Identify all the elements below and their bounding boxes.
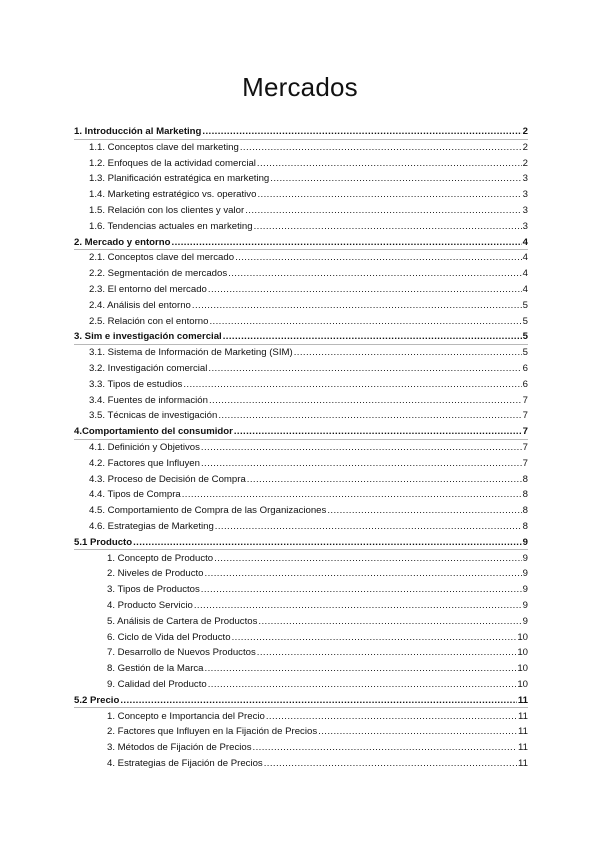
toc-page-number: 5 xyxy=(522,315,528,327)
toc-page-number: 5 xyxy=(522,347,528,359)
toc-entry-label: 3.4. Fuentes de información xyxy=(89,394,208,406)
toc-page-number: 3 xyxy=(522,189,528,201)
toc-dot-leader xyxy=(257,647,517,658)
toc-dot-leader xyxy=(209,395,522,406)
toc-entry-label: 4.4. Tipos de Compra xyxy=(89,489,181,501)
toc-subsection-entry[interactable] xyxy=(89,363,528,374)
toc-entry-label: 4.2. Factores que Influyen xyxy=(89,457,200,469)
toc-page-number: 6 xyxy=(522,363,528,374)
toc-section-entry[interactable] xyxy=(74,426,528,437)
toc-dot-leader xyxy=(209,316,521,327)
toc-subsection-entry[interactable] xyxy=(89,252,528,263)
toc-entry-label: 2.1. Conceptos clave del mercado xyxy=(89,252,235,264)
toc-dot-leader xyxy=(294,347,522,358)
toc-entry-label: 2. Mercado y entorno xyxy=(74,236,171,248)
toc-entry-label: 3.3. Tipos de estudios xyxy=(89,378,183,390)
toc-dot-leader xyxy=(208,679,517,690)
toc-entry-label: 3.5. Técnicas de investigación xyxy=(89,410,218,422)
toc-page-number: 4 xyxy=(522,268,528,280)
toc-dot-leader xyxy=(120,695,517,706)
toc-dot-leader xyxy=(254,221,522,232)
toc-subsection-entry[interactable] xyxy=(89,142,528,153)
toc-page-number: 4 xyxy=(522,236,528,248)
toc-page-number: 7 xyxy=(522,426,528,438)
toc-page-number: 11 xyxy=(518,710,528,722)
toc-subsection-entry[interactable] xyxy=(107,647,528,658)
toc-section-entry[interactable] xyxy=(74,537,528,548)
toc-page-number: 7 xyxy=(522,442,528,453)
toc-subsection-entry[interactable] xyxy=(89,173,528,184)
toc-dot-leader xyxy=(202,126,521,137)
toc-dot-leader xyxy=(234,426,522,437)
toc-entry-label: 4.3. Proceso de Decisión de Compra xyxy=(89,473,246,485)
toc-dot-leader xyxy=(240,142,522,153)
toc-dot-leader xyxy=(235,252,522,263)
toc-entry-label: 7. Desarrollo de Nuevos Productos xyxy=(107,647,256,659)
toc-dot-leader xyxy=(223,331,522,342)
toc-dot-leader xyxy=(266,711,517,722)
toc-entry-label: 1.6. Tendencias actuales en marketing xyxy=(89,220,253,232)
toc-subsection-entry[interactable] xyxy=(89,268,528,279)
toc-subsection-entry[interactable] xyxy=(89,221,528,232)
toc-page-number: 3 xyxy=(522,173,528,185)
toc-page-number: 5 xyxy=(522,299,528,311)
toc-entry-label: 4.6. Estrategias de Marketing xyxy=(89,521,214,532)
toc-section-entry[interactable] xyxy=(74,331,528,342)
toc-entry-label: 1. Concepto de Producto xyxy=(107,552,214,564)
toc-dot-leader xyxy=(183,379,521,390)
toc-entry-label: 3. Métodos de Fijación de Precios xyxy=(107,742,252,754)
toc-section-entry[interactable] xyxy=(74,237,528,248)
toc-entry-label: 1. Introducción al Marketing xyxy=(74,126,202,137)
toc-entry-label: 2.4. Análisis del entorno xyxy=(89,299,191,311)
section-divider xyxy=(74,439,528,440)
toc-subsection-entry[interactable] xyxy=(89,316,528,327)
toc-page-number: 9 xyxy=(522,552,528,564)
toc-entry-label: 4.5. Comportamiento de Compra de las Organizaciones xyxy=(89,505,327,517)
toc-entry-label: 3.1. Sistema de Información de Marketing (SIM) xyxy=(89,347,293,359)
toc-page-number: 9 xyxy=(522,584,528,596)
toc-dot-leader xyxy=(205,568,522,579)
toc-page-number: 2 xyxy=(522,157,528,169)
toc-page-number: 8 xyxy=(522,505,528,517)
toc-dot-leader xyxy=(192,300,522,311)
toc-subsection-entry[interactable] xyxy=(89,458,528,469)
toc-dot-leader xyxy=(253,742,518,753)
toc-entry-label: 5. Análisis de Cartera de Productos xyxy=(107,615,258,627)
toc-page-number: 11 xyxy=(518,758,528,769)
toc-entry-label: 5.2 Precio xyxy=(74,694,120,706)
toc-subsection-entry[interactable] xyxy=(89,300,528,311)
toc-dot-leader xyxy=(247,474,522,485)
toc-page-number: 9 xyxy=(522,615,528,627)
toc-page-number: 7 xyxy=(522,457,528,469)
toc-subsection-entry[interactable] xyxy=(89,442,528,453)
toc-dot-leader xyxy=(215,521,522,532)
toc-dot-leader xyxy=(232,632,517,643)
toc-page-number: 3 xyxy=(522,220,528,232)
toc-section-entry[interactable] xyxy=(74,695,528,706)
toc-dot-leader xyxy=(258,616,521,627)
toc-entry-label: 5.1 Producto xyxy=(74,536,133,548)
toc-subsection-entry[interactable] xyxy=(89,205,528,216)
toc-page-number: 9 xyxy=(522,568,528,580)
section-divider xyxy=(74,249,528,250)
toc-subsection-entry[interactable] xyxy=(107,632,528,643)
toc-page-number: 8 xyxy=(522,521,528,532)
toc-dot-leader xyxy=(182,489,522,500)
toc-entry-label: 6. Ciclo de Vida del Producto xyxy=(107,631,231,643)
toc-page-number: 7 xyxy=(522,394,528,406)
toc-subsection-entry[interactable] xyxy=(107,553,528,564)
toc-dot-leader xyxy=(133,537,522,548)
toc-dot-leader xyxy=(264,758,517,769)
toc-entry-label: 3. Sim e investigación comercial xyxy=(74,331,222,343)
toc-subsection-entry[interactable] xyxy=(89,505,528,516)
toc-entry-label: 1.1. Conceptos clave del marketing xyxy=(89,141,239,153)
section-divider xyxy=(74,707,528,708)
toc-page-number: 10 xyxy=(517,663,528,675)
toc-subsection-entry[interactable] xyxy=(89,521,528,532)
toc-subsection-entry[interactable] xyxy=(89,410,528,421)
toc-entry-label: 2.3. El entorno del mercado xyxy=(89,284,207,295)
toc-dot-leader xyxy=(257,158,522,169)
toc-entry-label: 1.4. Marketing estratégico vs. operativo xyxy=(89,189,257,201)
toc-dot-leader xyxy=(208,363,521,374)
toc-entry-label: 2.2. Segmentación de mercados xyxy=(89,268,228,280)
toc-page-number: 9 xyxy=(522,600,528,611)
toc-subsection-entry[interactable] xyxy=(107,616,528,627)
toc-dot-leader xyxy=(201,584,522,595)
toc-subsection-entry[interactable] xyxy=(107,742,528,753)
toc-dot-leader xyxy=(257,189,521,200)
toc-page-number: 9 xyxy=(522,536,528,548)
toc-page-number: 6 xyxy=(522,378,528,390)
toc-page-number: 2 xyxy=(522,141,528,153)
toc-entry-label: 1.5. Relación con los clientes y valor xyxy=(89,205,245,216)
toc-dot-leader xyxy=(218,410,521,421)
toc-subsection-entry[interactable] xyxy=(89,379,528,390)
toc-entry-label: 2. Niveles de Producto xyxy=(107,568,204,580)
toc-entry-label: 4.1. Definición y Objetivos xyxy=(89,442,200,453)
toc-entry-label: 3.2. Investigación comercial xyxy=(89,363,208,374)
toc-subsection-entry[interactable] xyxy=(107,758,528,769)
toc-dot-leader xyxy=(208,284,522,295)
toc-page-number: 10 xyxy=(517,647,528,659)
toc-entry-label: 3. Tipos de Productos xyxy=(107,584,200,596)
toc-dot-leader xyxy=(201,458,522,469)
toc-subsection-entry[interactable] xyxy=(89,489,528,500)
toc-dot-leader xyxy=(214,553,522,564)
toc-entry-label: 1.3. Planificación estratégica en marketing xyxy=(89,173,270,185)
toc-page-number: 2 xyxy=(522,126,528,137)
toc-page-number: 11 xyxy=(517,694,528,706)
toc-page-number: 8 xyxy=(522,473,528,485)
toc-dot-leader xyxy=(270,173,521,184)
toc-subsection-entry[interactable] xyxy=(107,584,528,595)
toc-page-number: 11 xyxy=(518,742,528,754)
toc-dot-leader xyxy=(194,600,522,611)
toc-section-entry[interactable] xyxy=(74,126,528,137)
section-divider xyxy=(74,139,528,140)
toc-dot-leader xyxy=(172,237,522,248)
toc-subsection-entry[interactable] xyxy=(89,395,528,406)
toc-page-number: 3 xyxy=(522,205,528,216)
toc-page-number: 8 xyxy=(522,489,528,501)
document-title: Mercados xyxy=(242,72,358,102)
toc-page-number: 11 xyxy=(518,726,528,738)
toc-subsection-entry[interactable] xyxy=(89,189,528,200)
section-divider xyxy=(74,549,528,550)
toc-dot-leader xyxy=(205,663,517,674)
toc-subsection-entry[interactable] xyxy=(89,158,528,169)
toc-subsection-entry[interactable] xyxy=(107,679,528,690)
toc-subsection-entry[interactable] xyxy=(107,726,528,737)
toc-entry-label: 9. Calidad del Producto xyxy=(107,679,207,690)
toc-subsection-entry[interactable] xyxy=(107,711,528,722)
toc-subsection-entry[interactable] xyxy=(89,284,528,295)
toc-subsection-entry[interactable] xyxy=(107,568,528,579)
toc-subsection-entry[interactable] xyxy=(107,663,528,674)
toc-entry-label: 2.5. Relación con el entorno xyxy=(89,315,209,327)
toc-subsection-entry[interactable] xyxy=(89,474,528,485)
toc-dot-leader xyxy=(318,726,517,737)
toc-dot-leader xyxy=(327,505,521,516)
toc-subsection-entry[interactable] xyxy=(107,600,528,611)
toc-entry-label: 1.2. Enfoques de la actividad comercial xyxy=(89,157,256,169)
toc-page-number: 4 xyxy=(522,252,528,264)
toc-dot-leader xyxy=(245,205,521,216)
toc-page-number: 10 xyxy=(517,679,528,690)
toc-page-number: 7 xyxy=(522,410,528,422)
toc-page-number: 4 xyxy=(522,284,528,295)
toc-entry-label: 1. Concepto e Importancia del Precio xyxy=(107,710,265,722)
toc-entry-label: 4.Comportamiento del consumidor xyxy=(74,426,233,438)
toc-dot-leader xyxy=(201,442,522,453)
toc-subsection-entry[interactable] xyxy=(89,347,528,358)
toc-page-number: 5 xyxy=(522,331,528,343)
toc-entry-label: 2. Factores que Influyen en la Fijación de Precios xyxy=(107,726,318,738)
toc-entry-label: 4. Producto Servicio xyxy=(107,600,193,611)
toc-entry-label: 4. Estrategias de Fijación de Precios xyxy=(107,758,263,769)
toc-dot-leader xyxy=(228,268,522,279)
toc-page-number: 10 xyxy=(517,631,528,643)
section-divider xyxy=(74,344,528,345)
toc-entry-label: 8. Gestión de la Marca xyxy=(107,663,204,675)
